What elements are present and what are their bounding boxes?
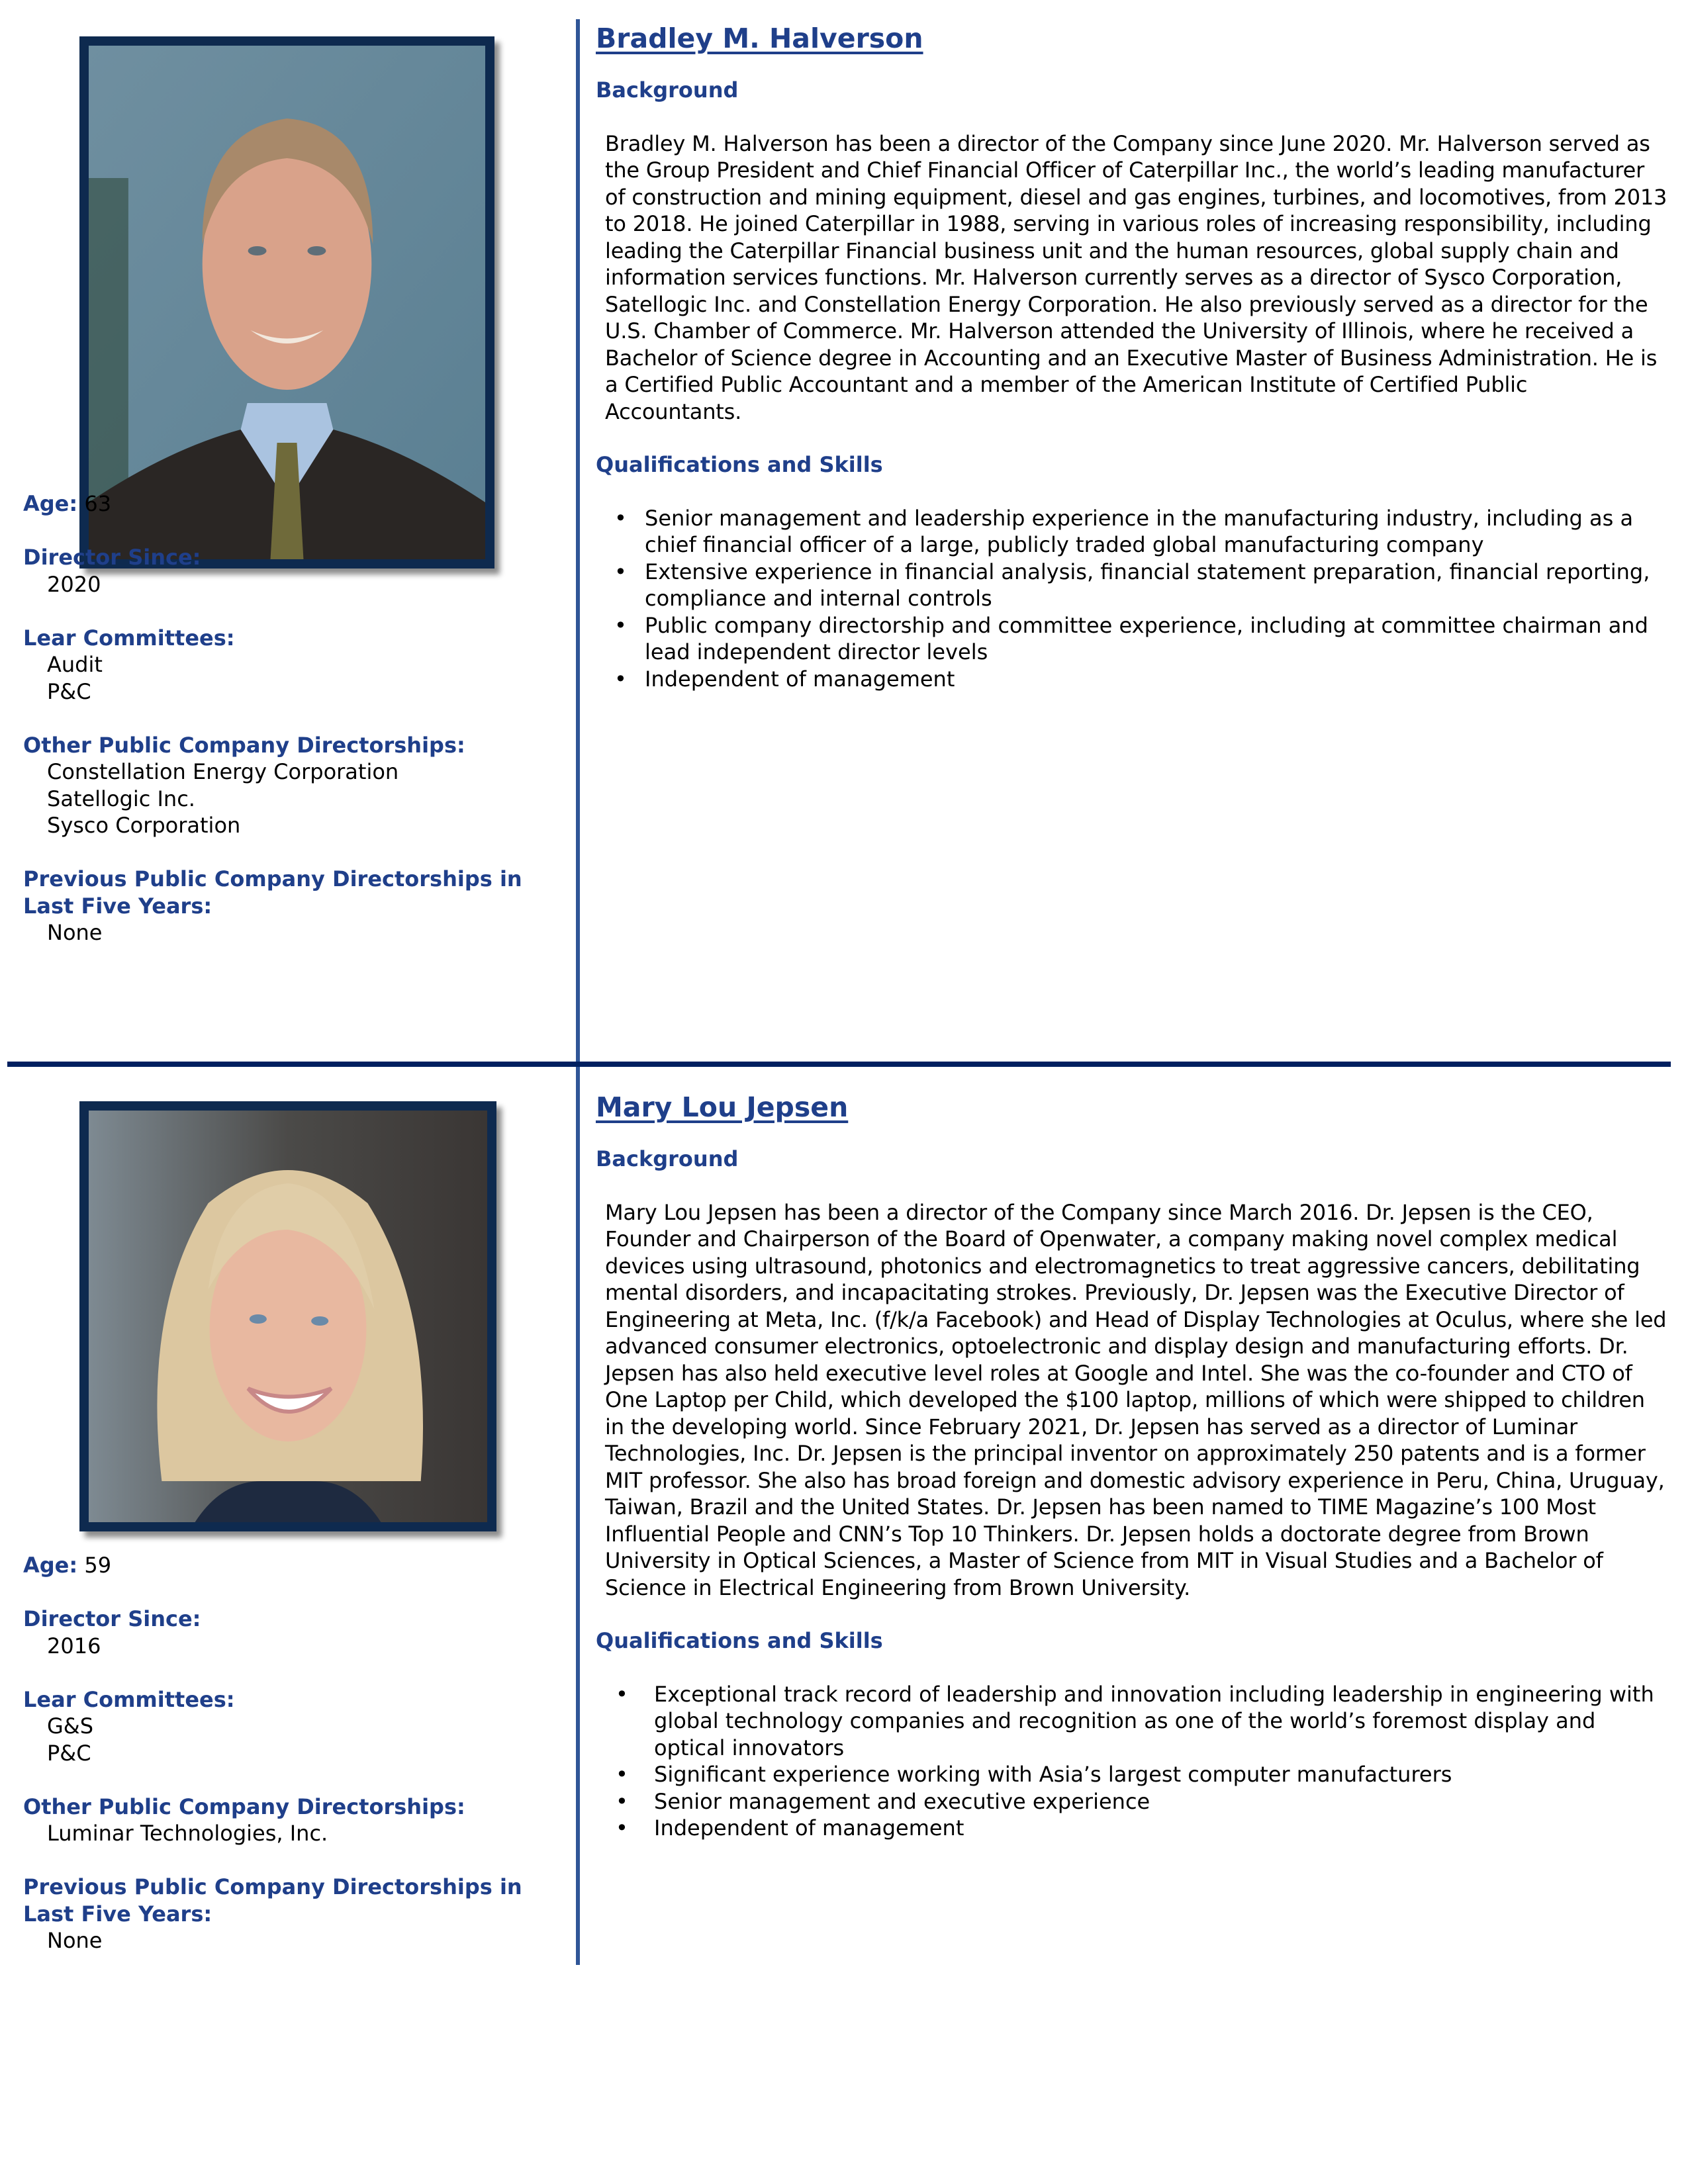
director-details <box>596 1091 1668 1842</box>
committee-item: P&C <box>47 678 91 704</box>
qualification-item: • Senior management and leadership experience in the manufacturing industry, including as a chief financial officer of a large, publicly traded global manufacturing company <box>596 505 1668 559</box>
age-row <box>23 490 566 518</box>
previous-directorships-label: Previous Public Company Directorships in Last Five Years: <box>23 1874 522 1927</box>
director-since-value: 2016 <box>47 1633 101 1659</box>
directorship-item: Sysco Corporation <box>47 813 241 838</box>
committees-group <box>23 1686 566 1767</box>
background-text: Bradley M. Halverson has been a director of the Company since June 2020. Mr. Halverson served as the Group President and Chief Financial Officer of Caterpillar Inc., the world’s leading manufacturer of construction and mining equipment, diesel and gas engines, turbines, and locomotives, from 2013 to 2018. He joined Caterpillar in 1988, serving in various roles of increasing responsibility, including leading the Caterpillar Financial business unit and the human resources, global supply chain and information services functions. Mr. Halverson currently serves as a director of Sysco Corporation, Satellogic Inc. and Constellation Energy Corporation. He also previously served as a director for the U.S. Chamber of Commerce. Mr. Halverson attended the University of Illinois, where he received a Bachelor of Science degree in Accounting and an Executive Master of Business Administration. He is a Certified Public Accountant and a member of the American Institute of Certified Public Accountants. <box>605 130 1667 424</box>
director-since-label: Director Since: <box>23 1606 201 1631</box>
previous-directorship-item: None <box>47 920 103 945</box>
committee-item: G&S <box>47 1713 94 1739</box>
director-details <box>596 22 1668 692</box>
other-directorships-label: Other Public Company Directorships: <box>23 732 465 758</box>
director-facts <box>23 1552 566 1981</box>
committees-label: Lear Committees: <box>23 1686 235 1712</box>
qualification-item: • Exceptional track record of leadership and innovation including leadership in engineering with global technology companies and recognition as one of the world’s foremost display and optical innovators <box>596 1681 1668 1762</box>
qualification-item: • Extensive experience in financial analysis, financial statement preparation, financial reporting, compliance and internal controls <box>596 559 1668 612</box>
qualifications-heading: Qualifications and Skills <box>596 452 883 477</box>
director-since-value: 2020 <box>47 571 101 597</box>
director-photo <box>79 1101 496 1531</box>
committees-group <box>23 625 566 705</box>
background-heading: Background <box>596 77 739 103</box>
qualification-item: • Independent of management <box>596 1815 1668 1842</box>
age-value: 63 <box>84 491 112 516</box>
directorship-item: Satellogic Inc. <box>47 786 195 811</box>
portrait-image <box>89 46 485 559</box>
previous-directorships-group <box>23 866 566 946</box>
age-label: Age: <box>23 1553 78 1578</box>
director-since-label: Director Since: <box>23 545 201 570</box>
other-directorships-group <box>23 732 566 839</box>
age-row <box>23 1552 566 1579</box>
previous-directorship-item: None <box>47 1928 103 1953</box>
vertical-divider-top <box>576 19 580 1062</box>
other-directorships-label: Other Public Company Directorships: <box>23 1794 465 1819</box>
portrait-image <box>89 1111 487 1522</box>
qualification-item: • Public company directorship and committee experience, including at committee chairman and lead independent director levels <box>596 612 1668 666</box>
section-divider <box>7 1062 1671 1067</box>
qualifications-heading: Qualifications and Skills <box>596 1628 883 1653</box>
director-photo <box>79 36 494 569</box>
previous-directorships-label: Previous Public Company Directorships in Last Five Years: <box>23 866 522 919</box>
directorship-item: Luminar Technologies, Inc. <box>47 1821 328 1846</box>
committee-item: P&C <box>47 1740 91 1766</box>
committees-label: Lear Committees: <box>23 625 235 651</box>
directorship-item: Constellation Energy Corporation <box>47 759 399 784</box>
director-name: Mary Lou Jepsen <box>596 1091 849 1123</box>
background-text: Mary Lou Jepsen has been a director of the Company since March 2016. Dr. Jepsen is the CEO, Founder and Chairperson of the Board of Openwater, a company making novel complex medical devices using ultrasound, photonics and electromagnetics to treat aggressive cancers, debilitating mental disorders, and incapacitating strokes. Previously, Dr. Jepsen was the Executive Director of Engineering at Meta, Inc. (f/k/a Facebook) and Head of Display Technologies at Oculus, where she led advanced consumer electronics, optoelectronic and display design and manufacturing efforts. Dr. Jepsen has also held executive level roles at Google and Intel. She was the co-founder and CTO of One Laptop per Child, which developed the $100 laptop, millions of which were shipped to children in the developing world. Since February 2021, Dr. Jepsen has served as a director of Luminar Technologies, Inc. Dr. Jepsen is the principal inventor on approximately 250 patents and is a former MIT professor. She also has broad foreign and domestic advisory experience in Peru, China, Uruguay, Taiwan, Brazil and the United States. Dr. Jepsen has been named to TIME Magazine’s 100 Most Influential People and CNN’s Top 10 Thinkers. Dr. Jepsen holds a doctorate degree from Brown University in Optical Sciences, a Master of Science from MIT in Visual Studies and a Bachelor of Science in Electrical Engineering from Brown University. <box>605 1199 1667 1600</box>
qualification-item: • Independent of management <box>596 666 1668 693</box>
qualifications-list <box>596 505 1668 693</box>
committee-item: Audit <box>47 652 103 677</box>
vertical-divider-bottom <box>576 1067 580 1965</box>
director-facts <box>23 490 566 973</box>
director-since-group <box>23 1606 566 1659</box>
qualification-item: • Significant experience working with Asia’s largest computer manufacturers <box>596 1761 1668 1788</box>
previous-directorships-group <box>23 1874 566 1954</box>
age-value: 59 <box>84 1553 112 1578</box>
age-label: Age: <box>23 491 78 516</box>
director-name: Bradley M. Halverson <box>596 23 923 54</box>
qualification-item: • Senior management and executive experience <box>596 1788 1668 1815</box>
director-since-group <box>23 544 566 598</box>
other-directorships-group <box>23 1794 566 1847</box>
background-heading: Background <box>596 1146 739 1171</box>
qualifications-list <box>596 1681 1668 1842</box>
